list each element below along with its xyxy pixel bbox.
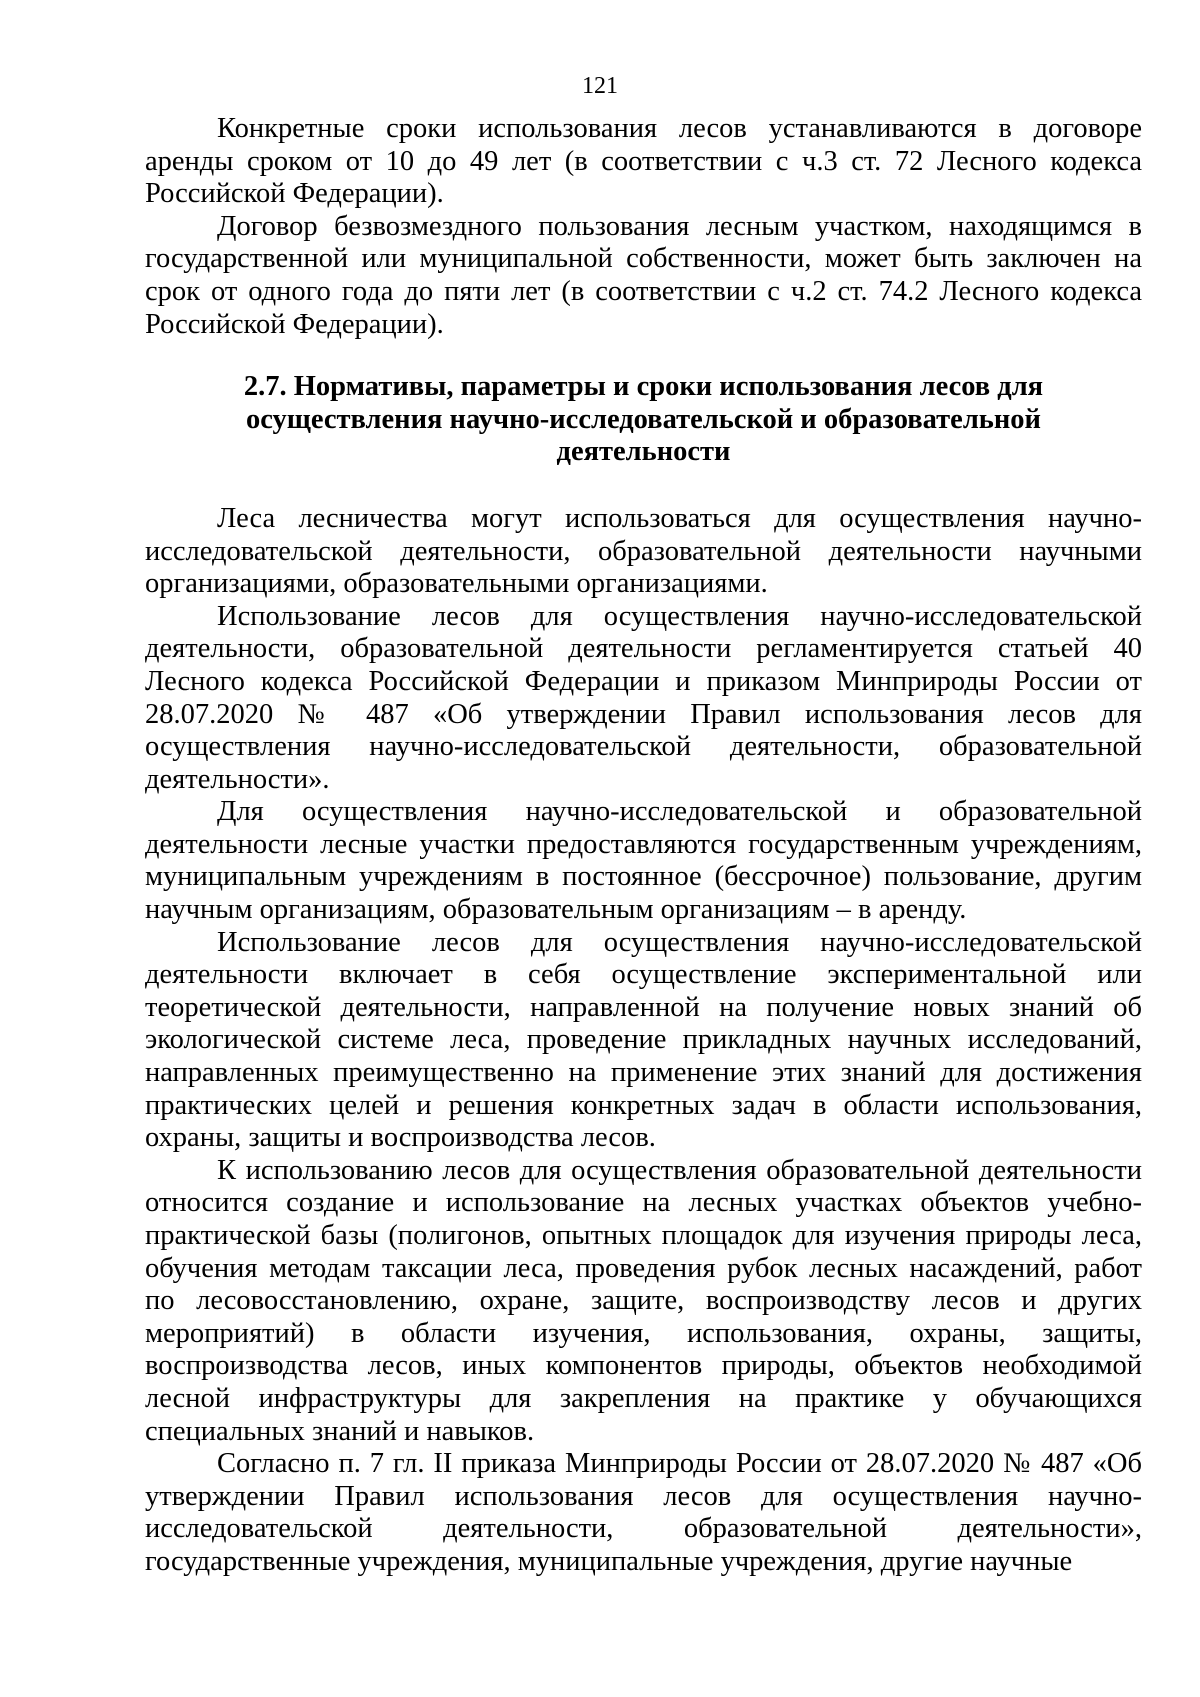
body-paragraph: К использованию лесов для осуществления образовательной деятельности относится создание и использование на лесных участках объектов учебно-практической базы (полигонов, опытных площадок для изучения природы леса, обучения методам таксации леса, проведения рубок лесных насаждений, работ по лесовосстановлению, охране, защите, воспроизводству лесов и других мероприятий) в области изучения, использования, охраны, защиты, воспроизводства лесов, иных компонентов природы, объектов необходимой лесной инфраструктуры для закрепления на практике у обучающихся специальных знаний и навыков. bbox=[145, 1154, 1142, 1447]
body-paragraph: Леса лесничества могут использоваться для осуществления научно-исследовательской деятельности, образовательной деятельности научными организациями, образовательными организациями. bbox=[145, 502, 1142, 600]
section-heading-line: 2.7. Нормативы, параметры и сроки использования лесов для bbox=[243, 371, 1044, 403]
intro-paragraph: Договор безвозмездного пользования лесным участком, находящимся в государственной или муниципальной собственности, может быть заключен на срок от одного года до пяти лет (в соответствии с ч.2 ст. 74.2 Лесного кодекса Российской Федерации). bbox=[145, 210, 1142, 340]
body-paragraph: Использование лесов для осуществления научно-исследовательской деятельности включает в себя осуществление экспериментальной или теоретической деятельности, направленной на получение новых знаний об экологической системе леса, проведение прикладных научных исследований, направленных преимущественно на применение этих знаний для достижения практических целей и решения конкретных задач в области использования, охраны, защиты и воспроизводства лесов. bbox=[145, 926, 1142, 1154]
page-number: 121 bbox=[582, 73, 618, 99]
page-content bbox=[145, 113, 1142, 1579]
body-paragraph: Для осуществления научно-исследовательской и образовательной деятельности лесные участки предоставляются государственным учреждениям, муниципальным учреждениям в постоянное (бессрочное) пользование, другим научным организациям, образовательным организациям – в аренду. bbox=[145, 796, 1142, 926]
section-heading-line: деятельности bbox=[556, 436, 731, 468]
body-paragraph: Согласно п. 7 гл. II приказа Минприроды России от 28.07.2020 № 487 «Об утверждении Правил использования лесов для осуществления научно-исследовательской деятельности, образовательной деятельности», государственные учреждения, муниципальные учреждения, другие научные bbox=[145, 1448, 1142, 1577]
body-paragraph: Использование лесов для осуществления научно-исследовательской деятельности, образовательной деятельности регламентируется статьей 40 Лесного кодекса Российской Федерации и приказом Минприроды России от 28.07.2020 № 487 «Об утверждении Правил использования лесов для осуществления научно-исследовательской деятельности, образовательной деятельности». bbox=[145, 600, 1142, 795]
section-heading-line: осуществления научно-исследовательской и образовательной bbox=[246, 403, 1041, 435]
intro-paragraph: Конкретные сроки использования лесов устанавливаются в договоре аренды сроком от 10 до 49 лет (в соответствии с ч.3 ст. 72 Лесного кодекса Российской Федерации). bbox=[145, 113, 1142, 210]
section-heading bbox=[145, 371, 1142, 469]
